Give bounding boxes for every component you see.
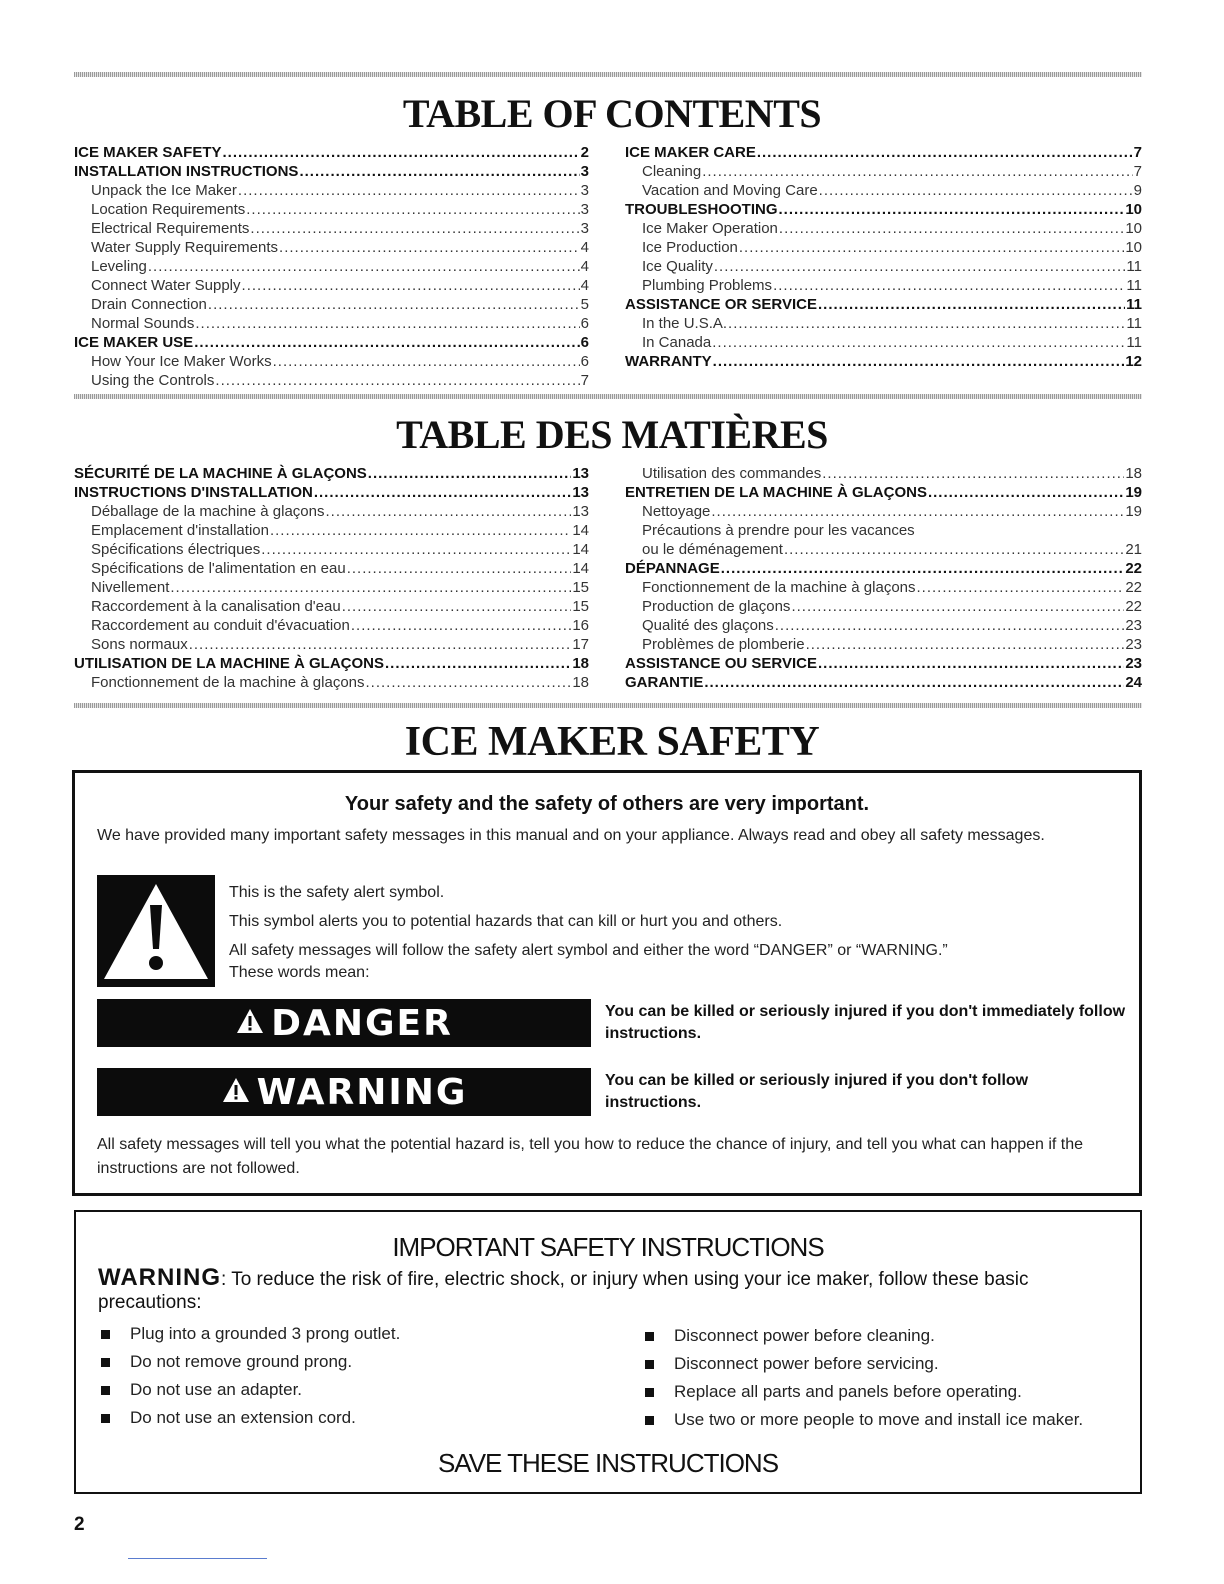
- toc-entry-page: 9: [1133, 182, 1142, 199]
- toc-entry-page: 23: [1125, 636, 1142, 653]
- alert-line: This symbol alerts you to potential hazards that can kill or hurt you and others.: [229, 913, 783, 930]
- toc-entry-page: 11: [1126, 277, 1142, 294]
- toc-entry-page: 11: [1126, 296, 1142, 313]
- toc-entry-page: 14: [572, 541, 589, 558]
- toc-entry-page: 4: [580, 258, 589, 275]
- toc-leader-dots: [215, 371, 579, 390]
- toc-leader-dots: [928, 483, 1124, 502]
- toc-leader-dots: [702, 162, 1132, 181]
- toc-entry[interactable]: [74, 352, 589, 371]
- toc-entry[interactable]: [625, 559, 1142, 578]
- toc-entry[interactable]: [625, 295, 1142, 314]
- toc-entry-page: 4: [580, 239, 589, 256]
- toc-entry-title: Raccordement au conduit d'évacuation: [91, 617, 350, 634]
- toc-entry[interactable]: [625, 276, 1142, 295]
- toc-entry-page: 21: [1125, 541, 1142, 558]
- toc-entry-title: Normal Sounds: [91, 315, 195, 332]
- toc-entry-page: 10: [1125, 201, 1142, 218]
- toc-entry-title: Leveling: [91, 258, 147, 275]
- toc-entry-title: Water Supply Requirements: [91, 239, 279, 256]
- toc-entry-title: ENTRETIEN DE LA MACHINE À GLAÇONS: [625, 484, 927, 501]
- toc-leader-dots: [351, 616, 571, 635]
- list-item: [642, 1322, 1083, 1350]
- toc-leader-dots: [261, 540, 571, 559]
- toc-entry[interactable]: [74, 333, 589, 352]
- toc-title: TABLE OF CONTENTS: [402, 91, 822, 136]
- toc-entry-title: INSTRUCTIONS D'INSTALLATION: [74, 484, 313, 501]
- toc-entry[interactable]: [74, 276, 589, 295]
- toc-entry-title: Utilisation des commandes: [642, 465, 822, 482]
- toc-leader-dots: [223, 143, 580, 162]
- toc-leader-dots: [273, 352, 580, 371]
- list-item: [642, 1378, 1083, 1406]
- toc-leader-dots: [238, 181, 580, 200]
- toc-leader-dots: [366, 673, 572, 692]
- toc-entry-title: Nettoyage: [642, 503, 711, 520]
- square-bullet-icon: [645, 1332, 654, 1341]
- list-item: [642, 1406, 1083, 1434]
- toc-entry[interactable]: [625, 314, 1142, 333]
- toc-entry[interactable]: [74, 521, 589, 540]
- toc-entry-page: 11: [1126, 315, 1142, 332]
- toc-leader-dots: [189, 635, 572, 654]
- page-number: 2: [74, 1514, 85, 1535]
- toc-entry-page: 11: [1126, 258, 1142, 275]
- toc-entry-page: 14: [572, 522, 589, 539]
- toc-entry-page: 10: [1125, 220, 1142, 237]
- toc-leader-dots: [246, 200, 579, 219]
- toc-entry[interactable]: [625, 162, 1142, 181]
- toc-entry-page: 16: [572, 617, 589, 634]
- toc-entry[interactable]: [625, 352, 1142, 371]
- warning-triangle-icon: [221, 1072, 251, 1113]
- toc-leader-dots: [299, 162, 579, 181]
- toc-entry-title: Ice Maker Operation: [642, 220, 778, 237]
- toc-entry-title: Using the Controls: [91, 372, 215, 389]
- danger-label: DANGER: [271, 1002, 453, 1044]
- toc-entry[interactable]: [74, 597, 589, 616]
- toc-leader-dots: [739, 238, 1124, 257]
- toc-entry[interactable]: [74, 314, 589, 333]
- toc-entry[interactable]: [625, 502, 1142, 521]
- toc-entry[interactable]: [625, 578, 1142, 597]
- toc-leader-dots: [326, 502, 572, 521]
- divider: [128, 1558, 267, 1559]
- toc-entry-title: Fonctionnement de la machine à glaçons: [642, 579, 916, 596]
- toc-leader-dots: [342, 597, 572, 616]
- toc-leader-dots: [822, 464, 1124, 483]
- safety-box: [72, 770, 1142, 1196]
- toc-entry-page: 3: [580, 201, 589, 218]
- toc-entry-title: Raccordement à la canalisation d'eau: [91, 598, 341, 615]
- toc-entry[interactable]: [74, 578, 589, 597]
- toc-leader-dots: [368, 464, 572, 483]
- toc-entry[interactable]: [625, 654, 1142, 673]
- tdm-left-column: [74, 464, 589, 692]
- toc-leader-dots: [712, 333, 1125, 352]
- list-item-text: Disconnect power before cleaning.: [674, 1326, 935, 1345]
- toc-entry-title: In the U.S.A.: [642, 315, 728, 332]
- warning-precautions-text: : To reduce the risk of fire, electric shock, or injury when using your ice maker, follow these basic precautions:: [98, 1269, 1029, 1313]
- toc-entry[interactable]: [74, 371, 589, 390]
- toc-entry-page: 22: [1125, 579, 1142, 596]
- toc-leader-dots: [775, 616, 1125, 635]
- toc-leader-dots: [242, 276, 580, 295]
- toc-entry-title: Cleaning: [642, 163, 702, 180]
- toc-entry[interactable]: [74, 502, 589, 521]
- toc-entry-title: SÉCURITÉ DE LA MACHINE À GLAÇONS: [74, 465, 367, 482]
- danger-signal: [97, 999, 591, 1047]
- toc-entry-title: Ice Production: [642, 239, 738, 256]
- toc-entry-title: UTILISATION DE LA MACHINE À GLAÇONS: [74, 655, 384, 672]
- toc-leader-dots: [195, 314, 579, 333]
- warning-triangle-icon: [235, 1003, 265, 1044]
- toc-entry-page: 18: [572, 674, 589, 691]
- toc-entry[interactable]: [74, 219, 589, 238]
- toc-entry[interactable]: [74, 257, 589, 276]
- square-bullet-icon: [645, 1388, 654, 1397]
- list-item-text: Do not remove ground prong.: [130, 1352, 353, 1371]
- toc-leader-dots: [818, 654, 1124, 673]
- toc-leader-dots: [757, 143, 1133, 162]
- toc-entry-title: Electrical Requirements: [91, 220, 250, 237]
- toc-entry[interactable]: [74, 635, 589, 654]
- toc-leader-dots: [917, 578, 1125, 597]
- toc-entry-page: 10: [1125, 239, 1142, 256]
- toc-entry[interactable]: [74, 559, 589, 578]
- toc-entry-title: TROUBLESHOOTING: [625, 201, 778, 218]
- toc-entry[interactable]: [74, 181, 589, 200]
- toc-entry[interactable]: [625, 616, 1142, 635]
- toc-entry-title: Précautions à prendre pour les vacances: [642, 522, 915, 539]
- list-item: [98, 1404, 400, 1432]
- toc-entry-page: 3: [580, 182, 589, 199]
- alert-line: These words mean:: [229, 964, 370, 981]
- list-item-text: Use two or more people to move and install ice maker.: [674, 1410, 1084, 1429]
- toc-entry-page: 18: [1125, 465, 1142, 482]
- tdm-right-column: [625, 464, 1142, 692]
- toc-leader-dots: [779, 219, 1124, 238]
- toc-entry-page: 2: [580, 144, 589, 161]
- toc-entry-page: 22: [1125, 598, 1142, 615]
- toc-entry[interactable]: [625, 521, 1142, 540]
- toc-leader-dots: [148, 257, 580, 276]
- toc-entry-page: 14: [572, 560, 589, 577]
- toc-entry-title: ou le déménagement: [642, 541, 783, 558]
- warning-signal: [97, 1068, 591, 1116]
- toc-entry-page: 13: [572, 465, 589, 482]
- toc-entry-page: 6: [580, 353, 589, 370]
- toc-entry-page: 7: [1133, 144, 1142, 161]
- toc-entry-title: Qualité des glaçons: [642, 617, 774, 634]
- toc-leader-dots: [704, 673, 1124, 692]
- toc-entry[interactable]: [74, 654, 589, 673]
- square-bullet-icon: [101, 1386, 110, 1395]
- toc-entry[interactable]: [625, 219, 1142, 238]
- toc-entry-title: Ice Quality: [642, 258, 713, 275]
- toc-entry-page: 12: [1125, 353, 1142, 370]
- toc-leader-dots: [791, 597, 1124, 616]
- instructions-warning: [98, 1266, 1120, 1314]
- toc-entry[interactable]: [74, 295, 589, 314]
- toc-entry-title: INSTALLATION INSTRUCTIONS: [74, 163, 299, 180]
- toc-leader-dots: [818, 295, 1125, 314]
- toc-entry[interactable]: [625, 540, 1142, 559]
- toc-leader-dots: [385, 654, 571, 673]
- toc-entry-page: 7: [580, 372, 589, 389]
- toc-entry-page: 3: [580, 220, 589, 237]
- toc-leader-dots: [270, 521, 571, 540]
- toc-entry[interactable]: [74, 200, 589, 219]
- tdm-title: TABLE DES MATIÈRES: [396, 412, 828, 457]
- toc-entry[interactable]: [625, 238, 1142, 257]
- toc-entry-page: 13: [572, 503, 589, 520]
- toc-entry[interactable]: [625, 635, 1142, 654]
- toc-leader-dots: [784, 540, 1124, 559]
- toc-leader-dots: [347, 559, 572, 578]
- toc-leader-dots: [250, 219, 579, 238]
- list-item: [642, 1350, 1083, 1378]
- toc-entry[interactable]: [74, 143, 589, 162]
- toc-leader-dots: [170, 578, 571, 597]
- toc-entry-page: 19: [1125, 503, 1142, 520]
- toc-leader-dots: [711, 502, 1124, 521]
- toc-entry[interactable]: [625, 464, 1142, 483]
- toc-right-column: [625, 143, 1142, 371]
- list-item-text: Disconnect power before servicing.: [674, 1354, 939, 1373]
- square-bullet-icon: [645, 1360, 654, 1369]
- toc-entry[interactable]: [74, 162, 589, 181]
- safety-intro: We have provided many important safety messages in this manual and on your appliance. Always read and obey all safety messages.: [97, 827, 1045, 844]
- toc-entry[interactable]: [74, 464, 589, 483]
- toc-entry-title: GARANTIE: [625, 674, 704, 691]
- warning-label: WARNING: [256, 1071, 468, 1113]
- toc-entry-page: 5: [580, 296, 589, 313]
- save-instructions: SAVE THESE INSTRUCTIONS: [437, 1448, 779, 1478]
- bullet-list-left: [98, 1320, 400, 1432]
- bullet-list-right: [642, 1322, 1083, 1434]
- toc-entry[interactable]: [625, 483, 1142, 502]
- toc-leader-dots: [728, 314, 1125, 333]
- toc-entry[interactable]: [625, 333, 1142, 352]
- toc-entry-title: Unpack the Ice Maker: [91, 182, 237, 199]
- toc-leader-dots: [819, 181, 1133, 200]
- toc-entry-page: 18: [572, 655, 589, 672]
- toc-leader-dots: [279, 238, 580, 257]
- square-bullet-icon: [101, 1414, 110, 1423]
- square-bullet-icon: [101, 1330, 110, 1339]
- list-item-text: Do not use an adapter.: [130, 1380, 303, 1399]
- toc-entry-title: DÉPANNAGE: [625, 560, 720, 577]
- toc-entry-page: 4: [580, 277, 589, 294]
- toc-entry-title: Problèmes de plomberie: [642, 636, 805, 653]
- square-bullet-icon: [645, 1416, 654, 1425]
- toc-entry-title: Drain Connection: [91, 296, 207, 313]
- square-bullet-icon: [101, 1358, 110, 1367]
- toc-entry-title: Déballage de la machine à glaçons: [91, 503, 325, 520]
- toc-leader-dots: [714, 257, 1126, 276]
- toc-entry-title: WARRANTY: [625, 353, 712, 370]
- alert-line: This is the safety alert symbol.: [229, 884, 445, 901]
- toc-entry-page: 11: [1126, 334, 1142, 351]
- instructions-title: IMPORTANT SAFETY INSTRUCTIONS: [392, 1232, 824, 1262]
- toc-entry-title: Fonctionnement de la machine à glaçons: [91, 674, 365, 691]
- safety-alert-symbol-icon: [97, 875, 215, 987]
- toc-leader-dots: [806, 635, 1125, 654]
- divider: [74, 703, 1142, 708]
- toc-entry-page: 19: [1125, 484, 1142, 501]
- warning-word: WARNING: [98, 1264, 221, 1291]
- toc-entry-title: Emplacement d'installation: [91, 522, 269, 539]
- toc-entry[interactable]: [625, 597, 1142, 616]
- safety-closing: All safety messages will tell you what the potential hazard is, tell you how to reduce the chance of injury, and tell you what can happen if the instructions are not followed.: [97, 1136, 1084, 1177]
- toc-entry[interactable]: [625, 181, 1142, 200]
- toc-entry[interactable]: [625, 673, 1142, 692]
- toc-leader-dots: [208, 295, 580, 314]
- list-item-text: Do not use an extension cord.: [130, 1408, 356, 1427]
- toc-entry[interactable]: [625, 143, 1142, 162]
- toc-entry-title: Spécifications de l'alimentation en eau: [91, 560, 346, 577]
- instructions-box: [74, 1210, 1142, 1494]
- toc-entry-page: 23: [1125, 655, 1142, 672]
- toc-entry-title: Nivellement: [91, 579, 170, 596]
- toc-entry-page: 7: [1133, 163, 1142, 180]
- toc-entry-page: 15: [572, 598, 589, 615]
- toc-entry-title: Plumbing Problems: [642, 277, 773, 294]
- toc-entry-title: ICE MAKER CARE: [625, 144, 756, 161]
- toc-entry-title: Location Requirements: [91, 201, 246, 218]
- alert-line: All safety messages will follow the safety alert symbol and either the word “DANGER” or “WARNING.”: [229, 942, 948, 959]
- toc-entry-title: Production de glaçons: [642, 598, 791, 615]
- toc-entry-title: ICE MAKER SAFETY: [74, 144, 222, 161]
- toc-entry[interactable]: [74, 673, 589, 692]
- toc-entry-title: ICE MAKER USE: [74, 334, 194, 351]
- list-item: [98, 1348, 400, 1376]
- toc-leader-dots: [779, 200, 1125, 219]
- toc-entry-title: How Your Ice Maker Works: [91, 353, 272, 370]
- toc-entry-page: 6: [580, 315, 589, 332]
- toc-entry-title: Vacation and Moving Care: [642, 182, 818, 199]
- toc-entry-page: 6: [580, 334, 589, 351]
- divider: [74, 394, 1142, 399]
- list-item-text: Replace all parts and panels before operating.: [674, 1382, 1022, 1401]
- toc-entry-title: Sons normaux: [91, 636, 188, 653]
- toc-entry-page: 24: [1125, 674, 1142, 691]
- toc-entry[interactable]: [74, 238, 589, 257]
- toc-entry-title: ASSISTANCE OU SERVICE: [625, 655, 817, 672]
- list-item: [98, 1376, 400, 1404]
- toc-entry[interactable]: [625, 200, 1142, 219]
- toc-entry[interactable]: [74, 540, 589, 559]
- toc-leader-dots: [194, 333, 579, 352]
- toc-entry[interactable]: [625, 257, 1142, 276]
- warning-text: You can be killed or seriously injured if you don't follow instructions.: [605, 1072, 1029, 1111]
- toc-entry-page: 22: [1125, 560, 1142, 577]
- toc-left-column: [74, 143, 589, 390]
- toc-entry-page: 15: [572, 579, 589, 596]
- toc-entry[interactable]: [74, 616, 589, 635]
- safety-heading: Your safety and the safety of others are very important.: [344, 793, 870, 815]
- toc-entry-title: Spécifications électriques: [91, 541, 261, 558]
- list-item: [98, 1320, 400, 1348]
- toc-entry-page: 13: [572, 484, 589, 501]
- toc-entry-page: 3: [580, 163, 589, 180]
- toc-entry[interactable]: [74, 483, 589, 502]
- toc-entry-title: Connect Water Supply: [91, 277, 241, 294]
- list-item-text: Plug into a grounded 3 prong outlet.: [130, 1324, 401, 1343]
- toc-leader-dots: [314, 483, 571, 502]
- toc-entry-title: ASSISTANCE OR SERVICE: [625, 296, 817, 313]
- safety-title: ICE MAKER SAFETY: [404, 719, 820, 765]
- toc-leader-dots: [721, 559, 1125, 578]
- toc-leader-dots: [713, 352, 1125, 371]
- toc-entry-page: 23: [1125, 617, 1142, 634]
- toc-entry-title: In Canada: [642, 334, 712, 351]
- toc-leader-dots: [773, 276, 1125, 295]
- danger-text: You can be killed or seriously injured if you don't immediately follow instructions.: [605, 1003, 1126, 1042]
- divider: [74, 72, 1142, 77]
- toc-entry-page: 17: [572, 636, 589, 653]
